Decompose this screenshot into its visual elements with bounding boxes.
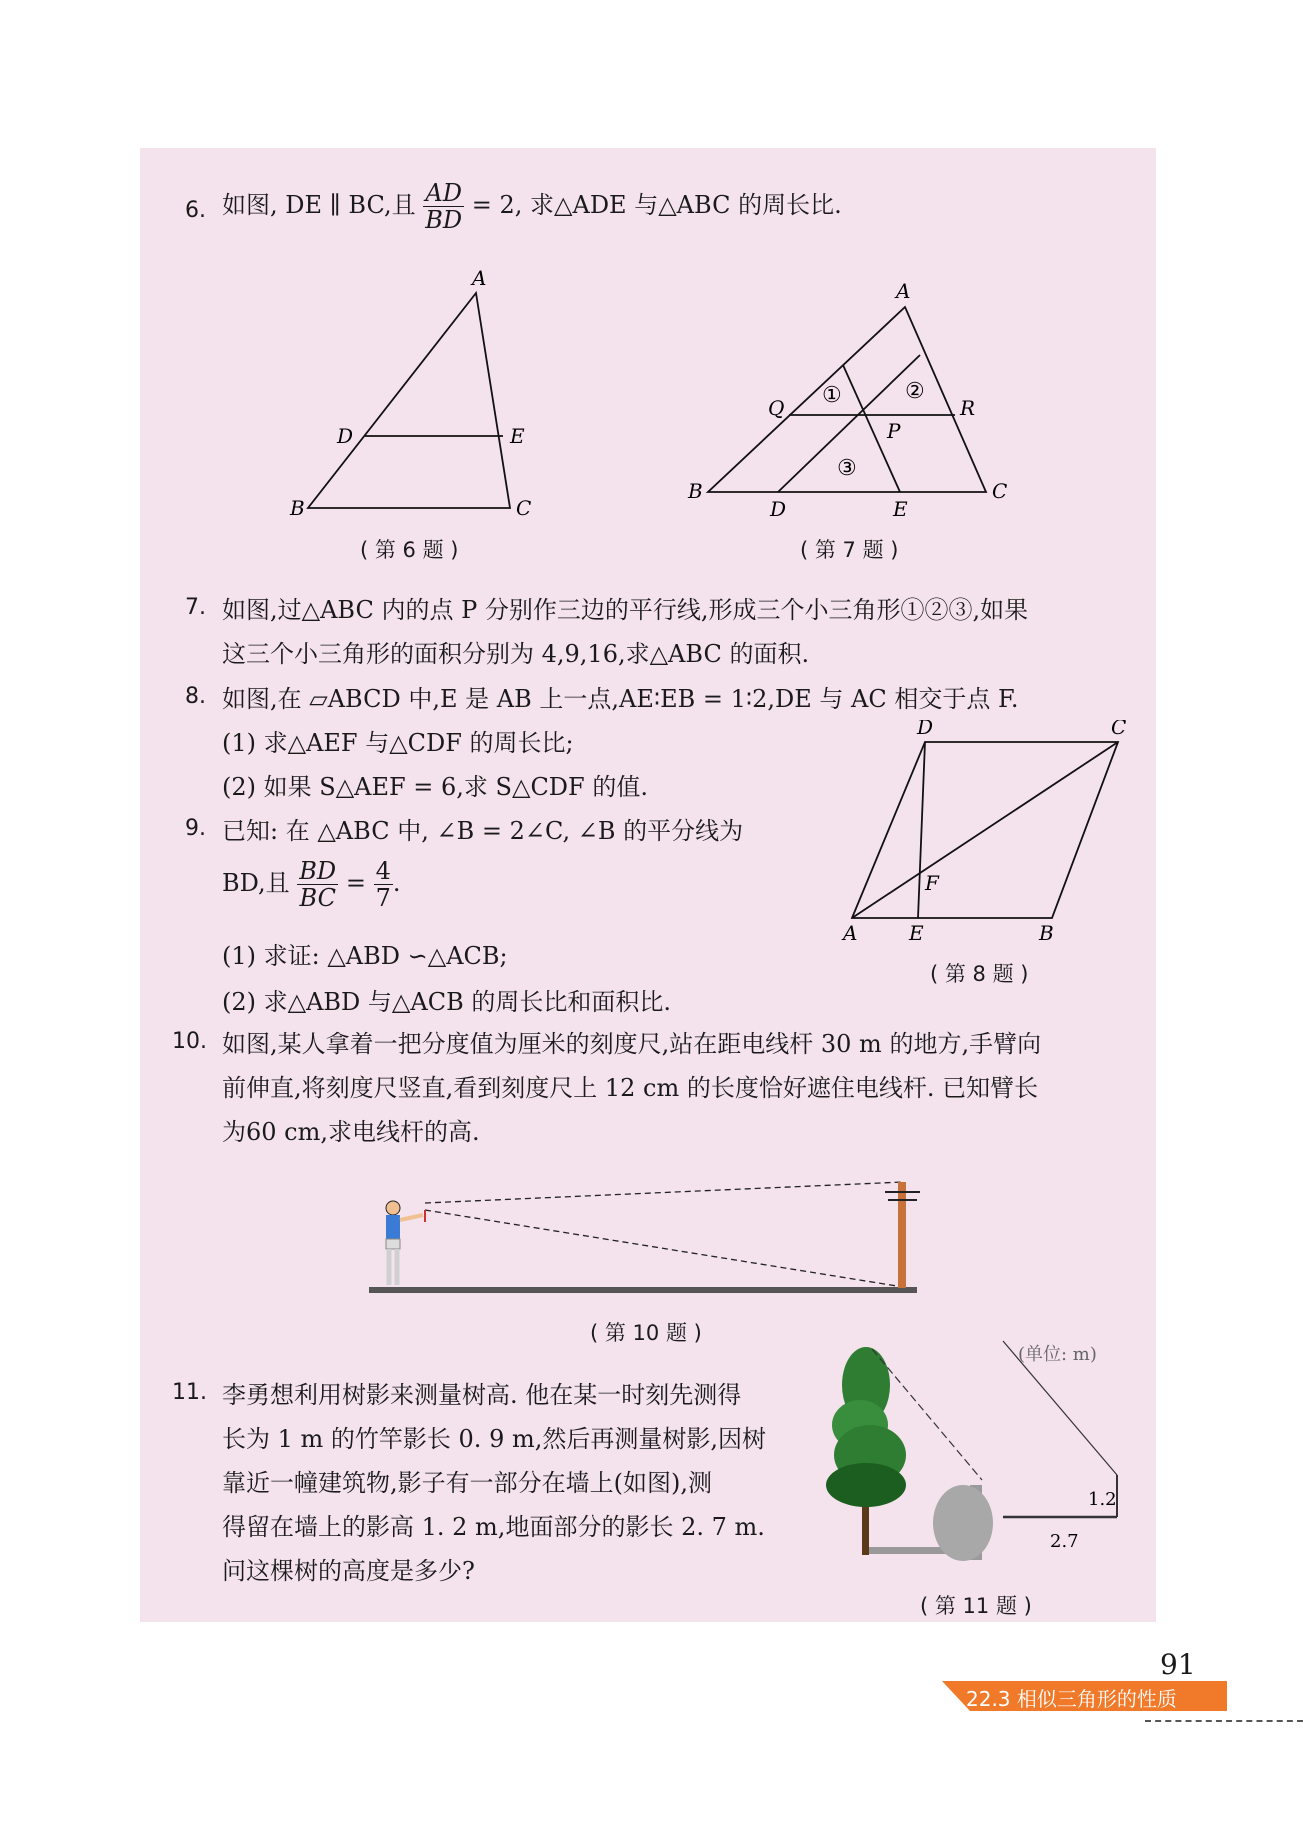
fig7-label-P: P <box>887 419 901 443</box>
fig7-label-A: A <box>896 280 911 303</box>
fig7-label-C: C <box>992 479 1008 503</box>
fig6-label-B: B <box>290 496 305 520</box>
problem-9-line1: 已知: 在 △ABC 中, ∠B = 2∠C, ∠B 的平分线为 <box>222 817 744 845</box>
fig7-label-Q: Q <box>768 396 785 420</box>
fig8-label-A: A <box>843 921 858 945</box>
figure-7 <box>680 280 1020 520</box>
problem-9-line2: BD,且 $\frac{BD}{BC}$ = $\frac{4}{7}$ . <box>222 857 401 912</box>
section-title: 22.3 相似三角形的性质 <box>966 1687 1177 1711</box>
fig8-label-D: D <box>917 720 934 739</box>
problem-10-line2: 前伸直,将刻度尺竖直,看到刻度尺上 12 cm 的长度恰好遮住电线杆. 已知臂长 <box>222 1074 1039 1102</box>
figure-11 <box>820 1335 1140 1575</box>
fig11-height-label: 1.2 <box>1088 1489 1117 1510</box>
problem-9-sub1: (1) 求证: △ABD ∽△ACB; <box>222 942 508 970</box>
problem-9-fraction-2: $\frac{4}{7}$ <box>375 857 391 912</box>
figure-10 <box>365 1170 935 1300</box>
caption-fig11: ( 第 11 题 ) <box>920 1594 1032 1618</box>
problem-11-line4: 得留在墙上的影高 1. 2 m,地面部分的影长 2. 7 m. <box>222 1513 765 1541</box>
caption-fig7: ( 第 7 题 ) <box>800 538 899 562</box>
problem-11-line5: 问这棵树的高度是多少? <box>222 1557 475 1585</box>
fig6-label-C: C <box>516 496 532 520</box>
problem-11-line1: 李勇想利用树影来测量树高. 他在某一时刻先测得 <box>222 1381 742 1409</box>
footer-dashed-line <box>1145 1720 1303 1722</box>
fig7-label-D: D <box>770 497 787 520</box>
problem-8-number: 8. <box>185 684 206 709</box>
person-head <box>386 1201 400 1215</box>
fig6-label-A: A <box>472 266 487 290</box>
fig7-label-E: E <box>893 497 908 520</box>
problem-7-line2: 这三个小三角形的面积分别为 4,9,16,求△ABC 的面积. <box>222 640 810 668</box>
fig7-label-B: B <box>688 479 703 503</box>
problem-10-line1: 如图,某人拿着一把分度值为厘米的刻度尺,站在距电线杆 30 m 的地方,手臂向 <box>222 1030 1042 1058</box>
problem-9-number: 9. <box>185 816 206 841</box>
problem-6-fraction: $\frac{AD}{BD}$ <box>425 179 463 234</box>
page-number: 91 <box>1160 1648 1196 1681</box>
fig7-region-2: ② <box>905 379 925 404</box>
problem-6-number: 6. <box>185 198 206 223</box>
problem-11-number: 11. <box>172 1380 207 1405</box>
fig7-region-3: ③ <box>837 456 857 481</box>
problem-8-sub2: (2) 如果 S△AEF = 6,求 S△CDF 的值. <box>222 773 648 801</box>
fig6-label-D: D <box>337 424 354 448</box>
caption-fig10: ( 第 10 题 ) <box>590 1321 702 1345</box>
problem-9-sub2: (2) 求△ABD 与△ACB 的周长比和面积比. <box>222 988 671 1016</box>
tree-illustration <box>826 1347 906 1555</box>
fig8-label-F: F <box>925 871 939 895</box>
problem-11-line2: 长为 1 m 的竹竿影长 0. 9 m,然后再测量树影,因树 <box>222 1425 766 1453</box>
fig7-region-1: ① <box>822 383 842 408</box>
building-shadow <box>933 1485 993 1561</box>
fig8-label-E: E <box>909 921 924 945</box>
problem-10-line3: 为60 cm,求电线杆的高. <box>222 1118 480 1146</box>
problem-10-number: 10. <box>172 1029 207 1054</box>
fig8-label-C: C <box>1111 720 1127 739</box>
caption-fig6: ( 第 6 题 ) <box>360 538 459 562</box>
problem-9-fraction-1: $\frac{BD}{BC}$ <box>299 857 337 912</box>
fig8-label-B: B <box>1039 921 1054 945</box>
problem-7-number: 7. <box>185 595 206 620</box>
problem-11-line3: 靠近一幢建筑物,影子有一部分在墙上(如图),测 <box>222 1469 712 1497</box>
problem-8-line1: 如图,在 ▱ABCD 中,E 是 AB 上一点,AE∶EB = 1∶2,DE 与 AC 相交于点 F. <box>222 685 1019 713</box>
problem-6-text: 如图, DE ∥ BC,且 $\frac{AD}{BD}$ = 2, 求△ADE 与△ABC 的周长比. <box>222 179 842 234</box>
problem-7-line1: 如图,过△ABC 内的点 P 分别作三边的平行线,形成三个小三角形①②③,如果 <box>222 596 1029 624</box>
figure-6 <box>280 265 550 525</box>
fig11-unit: (单位: m) <box>1018 1344 1097 1365</box>
fig7-label-R: R <box>960 396 976 420</box>
figure-8 <box>835 720 1135 950</box>
fig6-label-E: E <box>510 424 525 448</box>
problem-8-sub1: (1) 求△AEF 与△CDF 的周长比; <box>222 729 574 757</box>
caption-fig8: ( 第 8 题 ) <box>930 962 1029 986</box>
fig11-width-label: 2.7 <box>1050 1531 1079 1552</box>
